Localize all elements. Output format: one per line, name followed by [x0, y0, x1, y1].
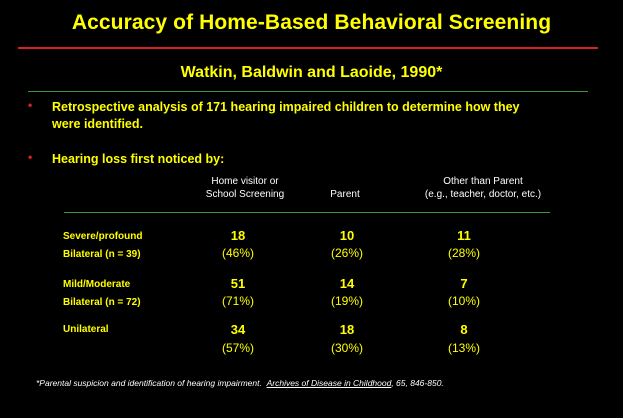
title-divider	[18, 47, 598, 49]
column-header-other	[388, 175, 578, 201]
bullet-text-1-line-2: were identified.	[52, 117, 143, 131]
table-cell-count: 51	[230, 276, 246, 291]
table-cell-percent: (19%)	[330, 294, 363, 308]
subtitle-divider	[28, 91, 588, 92]
table-cell-percent: (28%)	[447, 246, 480, 260]
row-label-mild: Mild/Moderate	[63, 279, 131, 290]
column-header-parent	[310, 188, 380, 201]
column-header-line: School Screening	[205, 189, 285, 200]
column-header-line: (e.g., teacher, doctor, etc.)	[424, 189, 542, 200]
row-sublabel-severe: Bilateral (n = 39)	[63, 249, 141, 260]
table-cell-percent: (46%)	[221, 246, 254, 260]
column-header-home-visitor	[180, 175, 310, 201]
table-cell-percent: (13%)	[447, 341, 480, 355]
footnote-journal: Archives of Disease in Childhood	[266, 378, 392, 388]
table-cell-count: 7	[460, 276, 468, 291]
row-label-severe: Severe/profound	[63, 231, 143, 242]
bullet-text-1-line-1: Retrospective analysis of 171 hearing impaired children to determine how they	[52, 100, 520, 114]
slide-title: Accuracy of Home-Based Behavioral Screening	[71, 11, 552, 34]
table-cell-percent: (71%)	[221, 294, 254, 308]
slide-subtitle: Watkin, Baldwin and Laoide, 1990*	[180, 64, 443, 81]
row-sublabel-mild: Bilateral (n = 72)	[63, 297, 141, 308]
table-cell-percent: (57%)	[221, 341, 254, 355]
table-cell-count: 18	[230, 228, 246, 243]
table-cell-count: 8	[460, 322, 468, 337]
column-header-line: Other than Parent	[443, 176, 523, 187]
column-header-line: Parent	[330, 189, 360, 200]
bullet-icon: •	[28, 98, 33, 112]
table-cell-count: 10	[339, 228, 355, 243]
table-divider	[64, 212, 550, 213]
table-cell-percent: (30%)	[330, 341, 363, 355]
table-cell-count: 11	[457, 228, 471, 243]
footnote-prefix: *Parental suspicion and identification of hearing impairment.	[36, 378, 262, 388]
bullet-icon: •	[28, 150, 33, 164]
footnote	[36, 378, 444, 388]
bullet-text-2: Hearing loss first noticed by:	[52, 152, 225, 166]
table-cell-count: 18	[339, 322, 355, 337]
table-cell-percent: (10%)	[447, 294, 480, 308]
footnote-suffix: , 65, 846-850.	[391, 378, 444, 388]
table-cell-count: 34	[230, 322, 246, 337]
column-header-line: Home visitor or	[211, 176, 279, 187]
table-cell-percent: (26%)	[330, 246, 363, 260]
table-cell-count: 14	[339, 276, 355, 291]
row-label-unilateral: Unilateral	[63, 324, 109, 335]
